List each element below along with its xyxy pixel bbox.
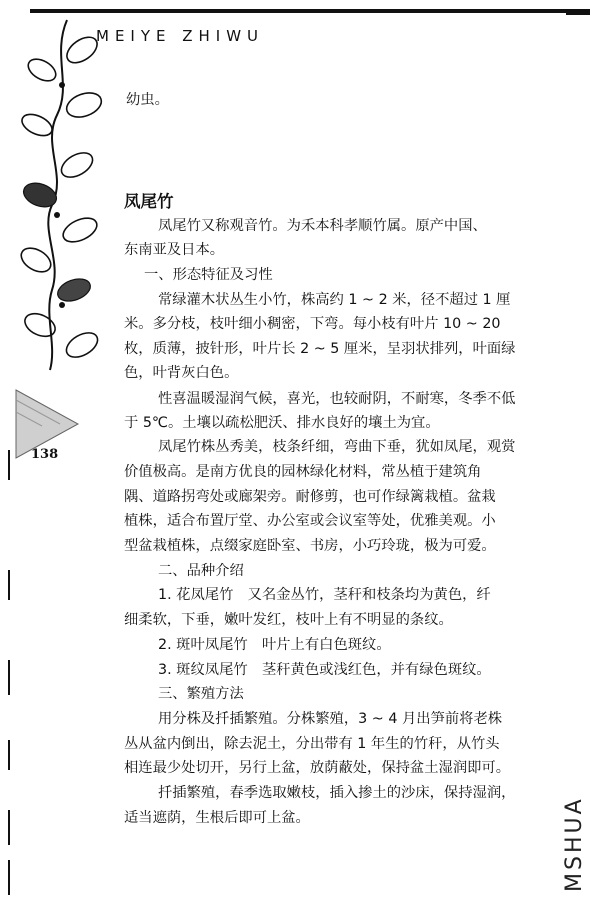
body-line: 东南亚及日本。 (124, 242, 225, 258)
intro-line: 幼虫。 (126, 92, 169, 108)
watermark: MSHUA (562, 796, 587, 892)
body-line: 于 5℃。土壤以疏松肥沃、排水良好的壤土为宜。 (124, 415, 440, 431)
body-line: 隅、道路拐弯处或廊架旁。耐修剪，也可作绿篱栽植。盆栽 (124, 489, 496, 505)
header-rule-tail (566, 13, 590, 15)
body-line: 相连最少处切开，另行上盆，放荫蔽处，保持盆土湿润即可。 (124, 760, 511, 776)
section-title: 凤尾竹 (124, 192, 174, 211)
page-number: 138 (31, 447, 59, 462)
body-line: 2. 斑叶凤尾竹 叶片上有白色斑纹。 (158, 637, 391, 653)
body-line: 枚，质薄，披针形，叶片长 2 ~ 5 厘米，呈羽状排列，叶面绿 (124, 341, 516, 357)
header-rule (30, 9, 590, 13)
margin-tick-marks (4, 450, 14, 900)
body-line: 凤尾竹株丛秀美，枝条纤细，弯曲下垂，犹如凤尾，观赏 (158, 439, 516, 455)
body-heading: 三、繁殖方法 (158, 686, 244, 702)
body-line: 常绿灌木状丛生小竹，株高约 1 ~ 2 米，径不超过 1 厘 (158, 292, 511, 308)
body-heading: 一、形态特征及习性 (144, 267, 273, 283)
body-line: 丛从盆内倒出，除去泥土，分出带有 1 年生的竹秆，从竹头 (124, 736, 500, 752)
body-line: 1. 花凤尾竹 又名金丛竹，茎秆和枝条均为黄色，纤 (158, 587, 491, 603)
body-line: 3. 斑纹凤尾竹 茎秆黄色或浅红色，并有绿色斑纹。 (158, 662, 491, 678)
body-line: 性喜温暖湿润气候，喜光，也较耐阴，不耐寒，冬季不低 (158, 391, 516, 407)
body-line: 型盆栽植株，点缀家庭卧室、书房，小巧玲珑，极为可爱。 (124, 538, 496, 554)
body-line: 细柔软，下垂，嫩叶发红，枝叶上有不明显的条纹。 (124, 612, 453, 628)
body-heading: 二、品种介绍 (158, 563, 244, 579)
body-line: 凤尾竹又称观音竹。为禾本科孝顺竹属。原产中国、 (158, 218, 487, 234)
leafy-vine-icon (12, 15, 112, 375)
body-line: 价值极高。是南方优良的园林绿化材料，常丛植于建筑角 (124, 464, 482, 480)
body-line: 米。多分枝，枝叶细小稠密，下弯。每小枝有叶片 10 ~ 20 (124, 316, 501, 332)
body-line: 用分株及扦插繁殖。分株繁殖，3 ~ 4 月出笋前将老株 (158, 711, 503, 727)
body-line: 植株，适合布置厅堂、办公室或会议室等处，优雅美观。小 (124, 513, 496, 529)
body-line: 适当遮荫，生根后即可上盆。 (124, 810, 310, 826)
running-title: MEIYE ZHIWU (96, 27, 265, 45)
body-line: 扦插繁殖，春季选取嫩枝，插入掺土的沙床，保持湿润， (158, 785, 516, 801)
body-line: 色，叶背灰白色。 (124, 365, 239, 381)
